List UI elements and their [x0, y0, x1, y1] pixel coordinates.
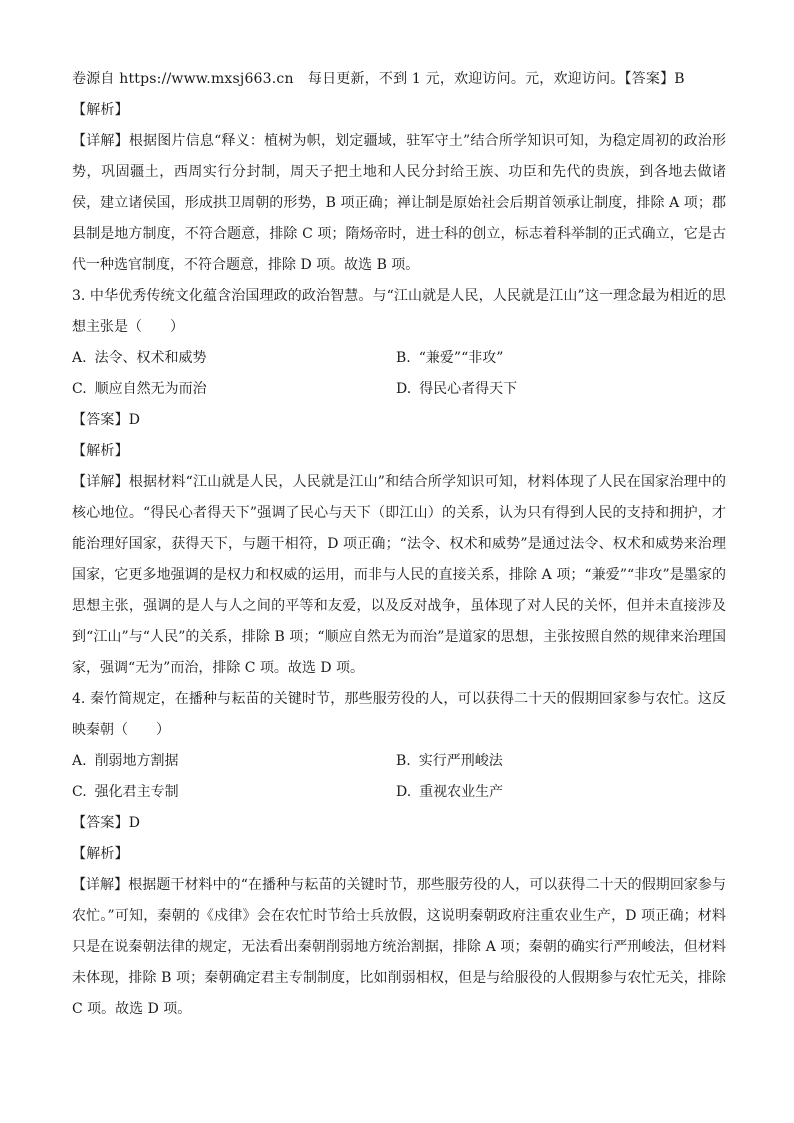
- q4-option-d: [396, 777, 720, 808]
- option-letter: A.: [72, 350, 87, 366]
- option-text: “兼爱”“非攻”: [418, 350, 504, 366]
- option-letter: C.: [72, 381, 87, 397]
- option-text: 法令、权术和威势: [94, 350, 207, 366]
- q4-answer: 【答案】D: [72, 815, 141, 831]
- q3-detail: 【详解】根据材料“江山就是人民，人民就是江山”和结合所学知识可知，材料体现了人民在国家治理中的核心地位。“得民心者得天下”强调了民心与天下（即江山）的关系，认为只有得到人民的支持和拥护，才能治理好国家，获得天下，与题干相符，D 项正确；“法令、权术和威势”是通过法令、权术和威势来治理国家，它更多地强调的是权力和权威的运用，而非与人民的直接关系，排除 A 项；“兼爱”“非攻”是墨家的思想主张，强调的是人与人之间的平等和友爱，以及反对战争，虽体现了对人民的关怀，但并未直接涉及到“江山”与“人民”的关系，排除 B 项；“顺应自然无为而治”是道家的思想，主张按照自然的规律来治理国家，强调“无为”而治，排除 C 项。故选 D 项。: [72, 474, 726, 676]
- q3-jiexi-label: 【解析】: [72, 443, 129, 459]
- q4-detail: 【详解】根据题干材料中的“在播种与耘苗的关键时节，那些服劳役的人，可以获得二十天的假期回家参与农忙。”可知，秦朝的《戍律》会在农忙时节给士兵放假，这说明秦朝政府注重农业生产，D 项正确；材料只是在说秦朝法律的规定，无法看出秦朝削弱地方统治割据，排除 A 项；秦朝的确实行严刑峻法，但材料未体现，排除 B 项；秦朝确定君主专制制度，比如削弱相权，但是与给服役的人假期参与农忙无关，排除 C 项。故选 D 项。: [72, 877, 726, 1017]
- option-text: 实行严刑峻法: [418, 753, 503, 769]
- option-letter: A.: [72, 753, 87, 769]
- q4-jiexi-label: 【解析】: [72, 846, 129, 862]
- q4-options: [72, 746, 726, 808]
- option-letter: C.: [72, 784, 87, 800]
- q4-option-a: [72, 746, 396, 777]
- header-line: 卷源自 https://www.mxsj663.cn 每日更新，不到 1 元，欢迎访问。元，欢迎访问。【答案】B: [72, 71, 685, 87]
- q2-detail: 【详解】根据图片信息“释义：植树为帜，划定疆域，驻军守土”结合所学知识可知，为稳定周初的政治形势，巩固疆土，西周实行分封制，周天子把土地和人民分封给王族、功臣和先代的贵族，到各地去做诸侯，建立诸侯国，形成拱卫周朝的形势，B 项正确；禅让制是原始社会后期首领承让制度，排除 A 项；郡县制是地方制度，不符合题意，排除 C 项；隋炀帝时，进士科的创立，标志着科举制的正式确立，它是古代一种选官制度，不符合题意，排除 D 项。故选 B 项。: [72, 133, 726, 273]
- q4-stem: 4. 秦竹简规定，在播种与耘苗的关键时节，那些服劳役的人，可以获得二十天的假期回家参与农忙。这反映秦朝（ ）: [72, 691, 726, 738]
- q3-options: [72, 343, 726, 405]
- q3-option-b: [396, 343, 720, 374]
- q3-option-a: [72, 343, 396, 374]
- q4-option-c: [72, 777, 396, 808]
- option-letter: D.: [396, 381, 412, 397]
- option-text: 重视农业生产: [419, 784, 504, 800]
- q4-option-b: [396, 746, 720, 777]
- option-letter: B.: [396, 350, 411, 366]
- option-text: 得民心者得天下: [419, 381, 518, 397]
- option-letter: D.: [396, 784, 412, 800]
- document-page: [72, 64, 726, 1025]
- option-text: 顺应自然无为而治: [94, 381, 207, 397]
- option-text: 削弱地方割据: [94, 753, 179, 769]
- q3-answer: 【答案】D: [72, 412, 141, 428]
- q3-option-d: [396, 374, 720, 405]
- q3-stem: 3. 中华优秀传统文化蕴含治国理政的政治智慧。与“江山就是人民，人民就是江山”这一理念最为相近的思想主张是（ ）: [72, 288, 726, 335]
- q2-jiexi-label: 【解析】: [72, 102, 129, 118]
- option-letter: B.: [396, 753, 411, 769]
- q3-option-c: [72, 374, 396, 405]
- option-text: 强化君主专制: [94, 784, 179, 800]
